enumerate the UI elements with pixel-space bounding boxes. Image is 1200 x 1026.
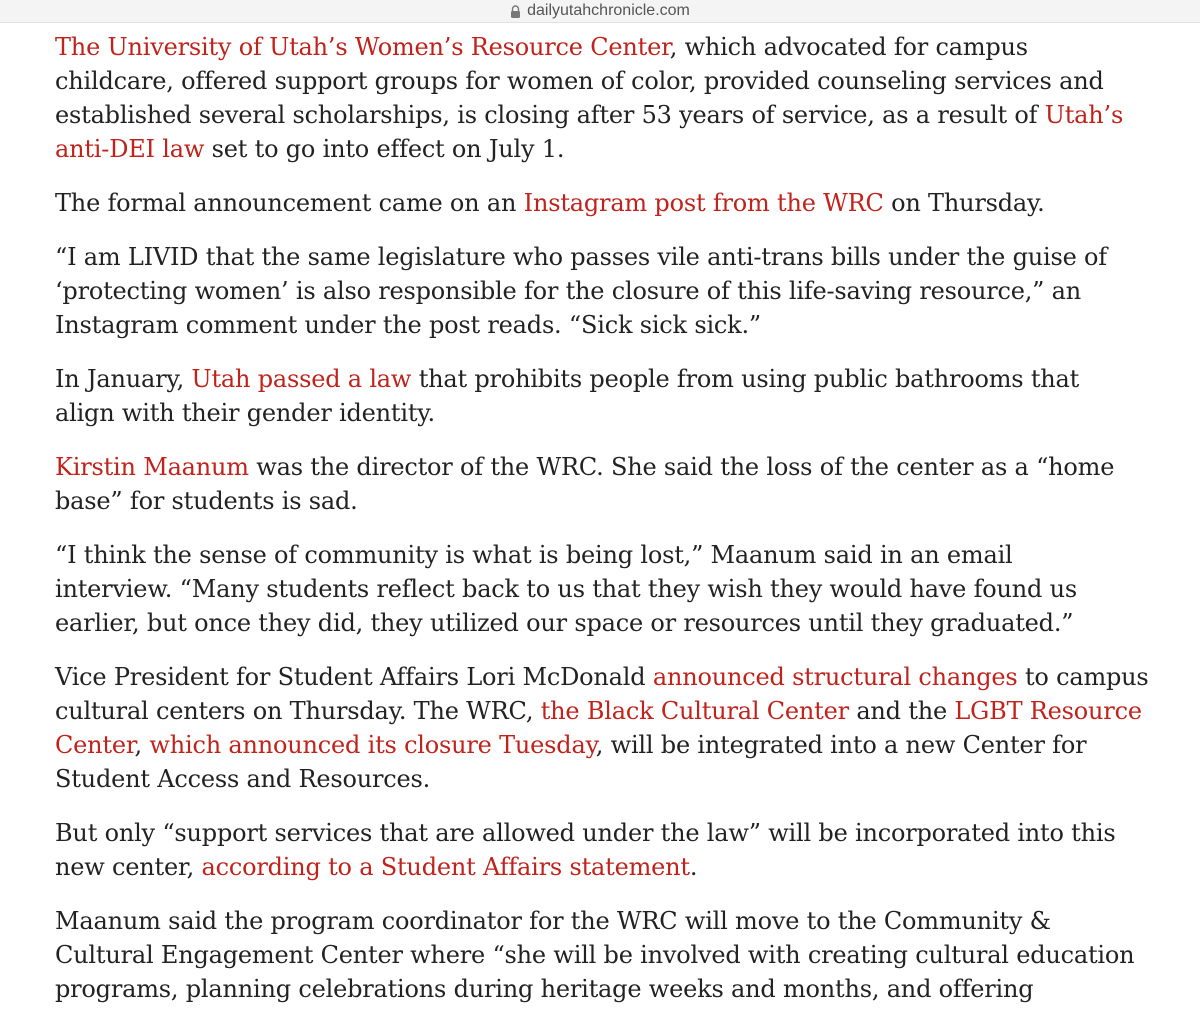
link-student-affairs-statement[interactable]: according to a Student Affairs statement [201,853,690,881]
address-bar[interactable] [0,0,1200,23]
url-text: dailyutahchronicle.com [527,2,690,19]
link-lgbt-resource-center-cont[interactable]: Center [55,731,135,759]
link-closure-tuesday[interactable]: which announced its closure Tuesday [149,731,596,759]
paragraph-2: The formal announcement came on an Instagram post from the WRC on Thursday. [55,189,1045,217]
link-black-cultural-center[interactable]: the Black Cultural Center [540,697,849,725]
link-womens-resource-center[interactable]: The University of Utah’s Women’s Resource Center [55,33,670,61]
link-utahs-anti-dei-law[interactable]: Utah’s [1044,101,1124,129]
paragraph-4: In January, Utah passed a law that prohibits people from using public bathrooms that align with their gender identity. [55,365,1080,427]
link-kirstin-maanum[interactable]: Kirstin Maanum [55,453,249,481]
link-instagram-post[interactable]: Instagram post from the WRC [523,189,884,217]
paragraph-8: But only “support services that are allowed under the law” will be incorporated into this new center, according to a Student Affairs statement. [55,819,1116,881]
link-anti-dei-law[interactable]: anti-DEI law [55,135,205,163]
paragraph-6: “I think the sense of community is what is being lost,” Maanum said in an email interview. “Many students reflect back to us that they wish they would have found us earlier, but once they did, they utilized our space or resources until they graduated.” [55,541,1078,637]
link-utah-passed-a-law[interactable]: Utah passed a law [191,365,412,393]
paragraph-3: “I am LIVID that the same legislature who passes vile anti-trans bills under the guise of ‘protecting women’ is also responsible for the closure of this life-saving resource,” an Instagram comment under the post reads. “Sick sick sick.” [55,243,1107,339]
paragraph-5: Kirstin Maanum was the director of the WRC. She said the loss of the center as a “home base” for students is sad. [55,453,1115,515]
paragraph-9: Maanum said the program coordinator for the WRC will move to the Community & Cultural Engagement Center where “she will be involved with creating cultural education programs, planning celebrations during heritage weeks and months, and offering [55,907,1135,1003]
link-announced-structural-changes[interactable]: announced structural changes [652,663,1018,691]
link-lgbt-resource-center[interactable]: LGBT Resource [954,697,1142,725]
paragraph-7: Vice President for Student Affairs Lori McDonald announced structural changes to campus cultural centers on Thursday. The WRC, the Black Cultural Center and the LGBT Resource Center, which announced its closure Tuesday, will be integrated into a new Center for Student Access and Resources. [55,663,1149,793]
article-body [55,30,1175,1026]
paragraph-1: The University of Utah’s Women’s Resource Center, which advocated for campus childcare, offered support groups for women of color, provided counseling services and established several scholarships, is closing after 53 years of service, as a result of Utah’s anti-DEI law set to go into effect on July 1. [55,33,1124,163]
lock-icon [510,5,521,18]
